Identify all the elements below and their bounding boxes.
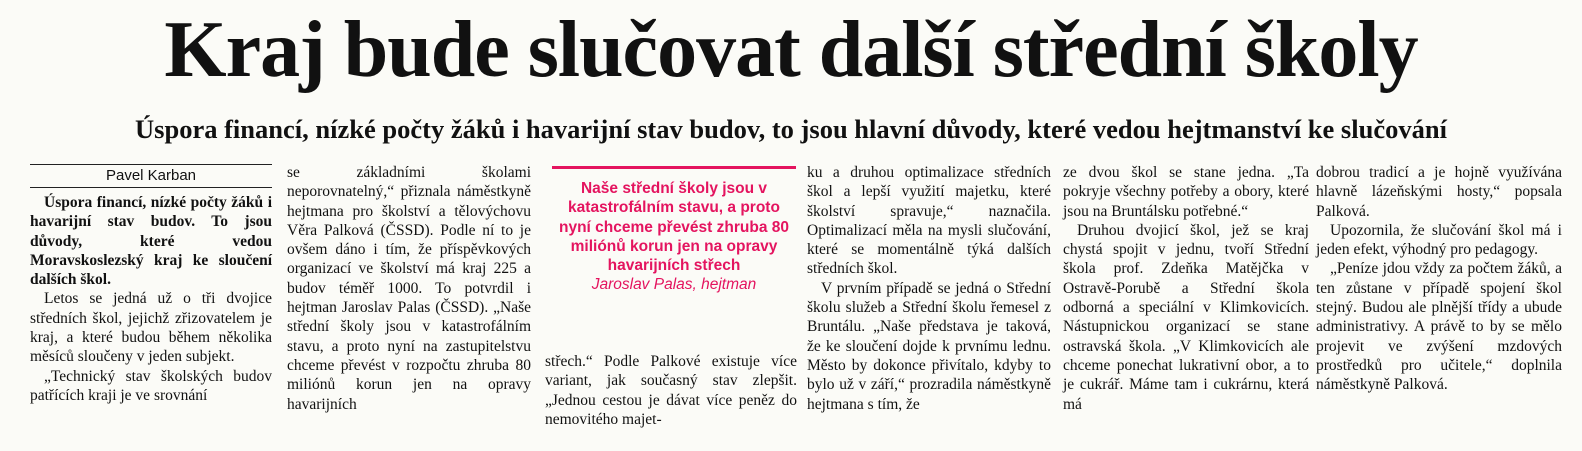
- byline: Pavel Karban: [30, 164, 272, 188]
- column-2: [287, 163, 531, 414]
- column-5: [1063, 163, 1309, 414]
- paragraph: „Peníze jdou vždy za počtem žáků, a ten zůstane v případě spojení škol stejný. Budou ale plnější třídy a ubude administrativy. A právě to by se mělo projevit ve zvýšení mzdových prostředků pro učitele,“ doplnila náměstkyně Palková.: [1316, 260, 1562, 394]
- column-6: [1316, 163, 1562, 395]
- paragraph: Letos se jedná už o tři dvojice středních škol, jejichž zřizovatelem je kraj, a které budou během několika měsíců sloučeny v jeden subjekt.: [30, 290, 272, 366]
- lead-paragraph: Úspora financí, nízké počty žáků i havarijní stav budov. To jsou důvody, které vedou Moravskoslezský kraj ke sloučení dalších škol.: [30, 194, 272, 289]
- column-4: [807, 163, 1051, 414]
- column-3: [545, 352, 797, 429]
- paragraph: ze dvou škol se stane jedna. „Ta pokryje všechny potřeby a obory, které jsou na Bruntálsku potřebné.“: [1063, 164, 1309, 220]
- pull-quote: [552, 166, 796, 294]
- paragraph: Druhou dvojicí škol, jež se kraj chystá spojit v jednu, tvoří Střední škola prof. Zdeňka Matějčka v Ostravě-Porubě a Střední škola odborná a speciální v Klimkovicích. Nástupnickou organizací se stane ostravská škola. „V Klimkovicích ale chceme ponechat lukrativní obor, a to je cukrář. Máme tam i cukrárnu, která má: [1063, 221, 1309, 413]
- paragraph: Upozornila, že slučování škol má i jeden efekt, výhodný pro pedagogy.: [1316, 221, 1562, 259]
- pull-quote-author: Jaroslav Palas, hejtman: [591, 276, 757, 294]
- paragraph: dobrou tradicí a je hojně využívána hlavně lázeňskými hosty,“ popsala Palková.: [1316, 164, 1562, 220]
- paragraph: střech.“ Podle Palkové existuje více variant, jak současný stav zlepšit. „Jednou cestou je dávat více peněz do nemovitého majet-: [545, 353, 797, 428]
- paragraph: „Technický stav školských budov patřících kraji je ve srovnání: [30, 367, 272, 404]
- subheadline: Úspora financí, nízké počty žáků i havarijní stav budov, to jsou hlavní důvody, které vedou hejtmanství ke slučování: [135, 114, 1447, 144]
- paragraph: V prvním případě se jedná o Střední školu služeb a Střední školu řemesel z Bruntálu. „Naše představa je taková, že ke sloučení dojde k prvnímu lednu. Město by dokonce přivítalo, kdyby to bylo už v září,“ prozradila náměstkyně hejtmana s tím, že: [807, 279, 1051, 413]
- paragraph: ku a druhou optimalizace středních škol a lepší využití majetku, které školství spravuje,“ naznačila. Optimalizací měla na mysli slučování, které se momentálně týká dalších středních škol.: [807, 164, 1051, 278]
- column-1: [30, 164, 272, 405]
- headline: Kraj bude slučovat další střední školy: [164, 6, 1418, 94]
- paragraph: se základními školami neporovnatelný,“ přiznala náměstkyně hejtmana pro školství a tělovýchovu Věra Palková (ČSSD). Podle ní to je ovšem dáno i tím, že příspěvkových organizací ve školství má kraj 225 a budov téměř 1000. To potvrdil i hejtman Jaroslav Palas (ČSSD). „Naše střední školy jsou v katastrofálním stavu, a proto nyní na zastupitelstvu chceme převést v rozpočtu zhruba 80 miliónů korun jen na opravy havarijních: [287, 164, 531, 413]
- pull-quote-text: Naše střední školy jsou v katastrofálním stavu, a proto nyní chceme převést zhruba 80 miliónů korun jen na opravy havarijních střech: [558, 180, 789, 275]
